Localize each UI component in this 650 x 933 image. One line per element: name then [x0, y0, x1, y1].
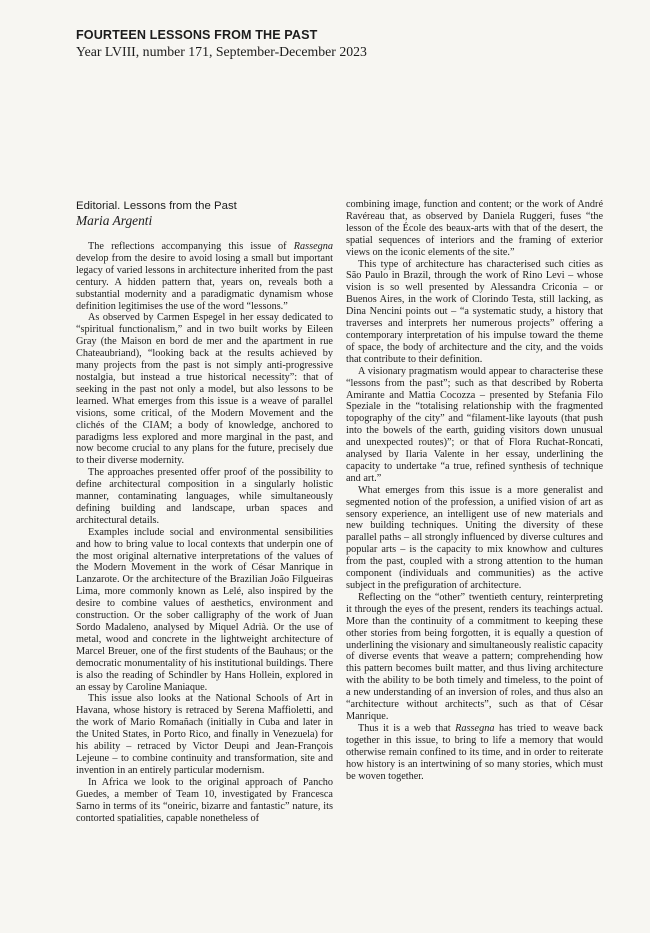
paragraph: The reflections accompanying this issue of Rassegna develop from the desire to avoid losing a small but important legacy of varied lessons in architecture inherited from the past century. A hidden pattern that, years on, reveals both a substantial modernity and a paradigmatic dynamism whose definition legitimises the use of the word “lessons.” — [76, 241, 333, 312]
paragraph: As observed by Carmen Espegel in her essay dedicated to “spiritual functionalism,” and in two built works by Eileen Gray (the Maison en bord de mer and the apartment in rue Chateaubriand), “looking back at the results achieved by many projects from the past is not simply anti-progressive nostalgia, but instead a true historical necessity”: that of seeking in the past not only a model, but also lessons to be learned. What emerges from this issue is a weave of parallel visions, some critical, of the Modern Movement and the clichés of the CIAM; a body of knowledge, anchored to paradigms less explored and more marginal in the past, and now become crucial to any plans for the future, precisely due to their diverse modernity. — [76, 312, 333, 467]
paragraph: The approaches presented offer proof of the possibility to define architectural composition in a singularly holistic manner, contaminating languages, while simultaneously defining building and landscape, urban spaces and architectural details. — [76, 467, 333, 526]
paragraph: combining image, function and content; or the work of André Ravéreau that, as observed by Daniela Ruggeri, fuses “the lesson of the École des beaux-arts with that of the desert, the spatial sequences of interiors and the framing of exterior views on the iconic elements of the site.” — [346, 199, 603, 258]
paragraph: A visionary pragmatism would appear to characterise these “lessons from the past”; such as that described by Roberta Amirante and Mattia Cocozza – presented by Stefania Filo Speziale in the “totalising relationship with the fragmented topography of the city” and “filament-like layouts (that push into the bowels of the earth, guiding visitors down unusual and unexpected routes)”; or that of Flora Ruchat-Roncati, analysed by Ilaria Valente in her essay, underlining the capacity to undertake “a true, refined synthesis of technique and art.” — [346, 365, 603, 484]
editorial-author: Maria Argenti — [76, 213, 153, 228]
paragraph: What emerges from this issue is a more generalist and segmented notion of the profession, a unified vision of art as sensory experience, an intelligent use of new materials and new building techniques. Uniting the diversity of these parallel paths – all strongly influenced by diverse cultures and popular arts – is the capacity to mix knowhow and cultures from the past, coupled with a strong attention to the human component (individuals and communities) as the active subject in the prefiguration of architecture. — [346, 484, 603, 591]
page-header — [76, 27, 596, 60]
paragraph: This issue also looks at the National Schools of Art in Havana, whose history is retraced by Serena Maffioletti, and the work of Mario Romañach (initially in Cuba and later in the United States, in Porto Rico, and finally in Venezuela) for his ability – retraced by Victor Deupi and Jean-François Lejeune – to combine continuity and transformation, site and invention in an entirely particular modernism. — [76, 693, 333, 776]
issue-info: Year LVIII, number 171, September-December 2023 — [76, 44, 367, 59]
right-column — [346, 199, 603, 782]
paragraph: Reflecting on the “other” twentieth century, reinterpreting it through the eyes of the present, renders its teachings actual. More than the continuity of a commitment to keeping these other stories from being forgotten, it is equally a question of underlining the visionary and simultaneously realistic capacity of diverse events that weave a pattern; comprehending how this pattern becomes built matter, and thus living architecture with the ability to be both timely and timeless, to the point of a new understanding of an inversion of roles, and thus also an “architecture without architects”, such as that of César Manrique. — [346, 591, 603, 722]
paragraph: In Africa we look to the original approach of Pancho Guedes, a member of Team 10, investigated by Francesca Sarno in terms of its “oneiric, bizarre and fantastic” nature, its contorted spatialities, capable nonetheless of — [76, 776, 333, 824]
magazine-title: FOURTEEN LESSONS FROM THE PAST — [76, 28, 318, 42]
editorial-title: Editorial. Lessons from the Past — [76, 200, 237, 212]
paragraph: Examples include social and environmental sensibilities and how to bring value to local contexts that underpin one of the most original alternative interpretations of the values of the Modern Movement in the work of César Manrique in Lanzarote. Or the architecture of the Brazilian João Filgueiras Lima, more commonly known as Lelé, also inspired by the desire to combine values of aesthetics, environment and construction. Or the sober calligraphy of the work of Juan Sordo Madaleno, analysed by Miquel Adrià. Or the use of metal, wood and concrete in the lightweight architecture of Marcel Breuer, one of the first students of the Bauhaus; or the democratic monumentality of his institutional buildings. There is also the reading of Schindler by Hans Hollein, explored in an essay by Caroline Maniaque. — [76, 526, 333, 693]
paragraph: This type of architecture has characterised such cities as São Paulo in Brazil, through the work of Rino Levi – whose vision is so well presented by Alessandra Criconia – or Buenos Aires, in the work of Clorindo Testa, still lacking, as Dina Nencini points out – “a systematic study, a history that traverses and interprets her numerous projects” offering a contemporary interpretation of his impulse toward the theme of space, the body of architecture and the city, and the voids that contribute to their definition. — [346, 258, 603, 365]
paragraph: Thus it is a web that Rassegna has tried to weave back together in this issue, to bring to life a memory that would otherwise remain confined to its time, and in order to reiterate how history is an intertwining of so many stories, which must be woven together. — [346, 722, 603, 782]
left-column — [76, 199, 333, 824]
